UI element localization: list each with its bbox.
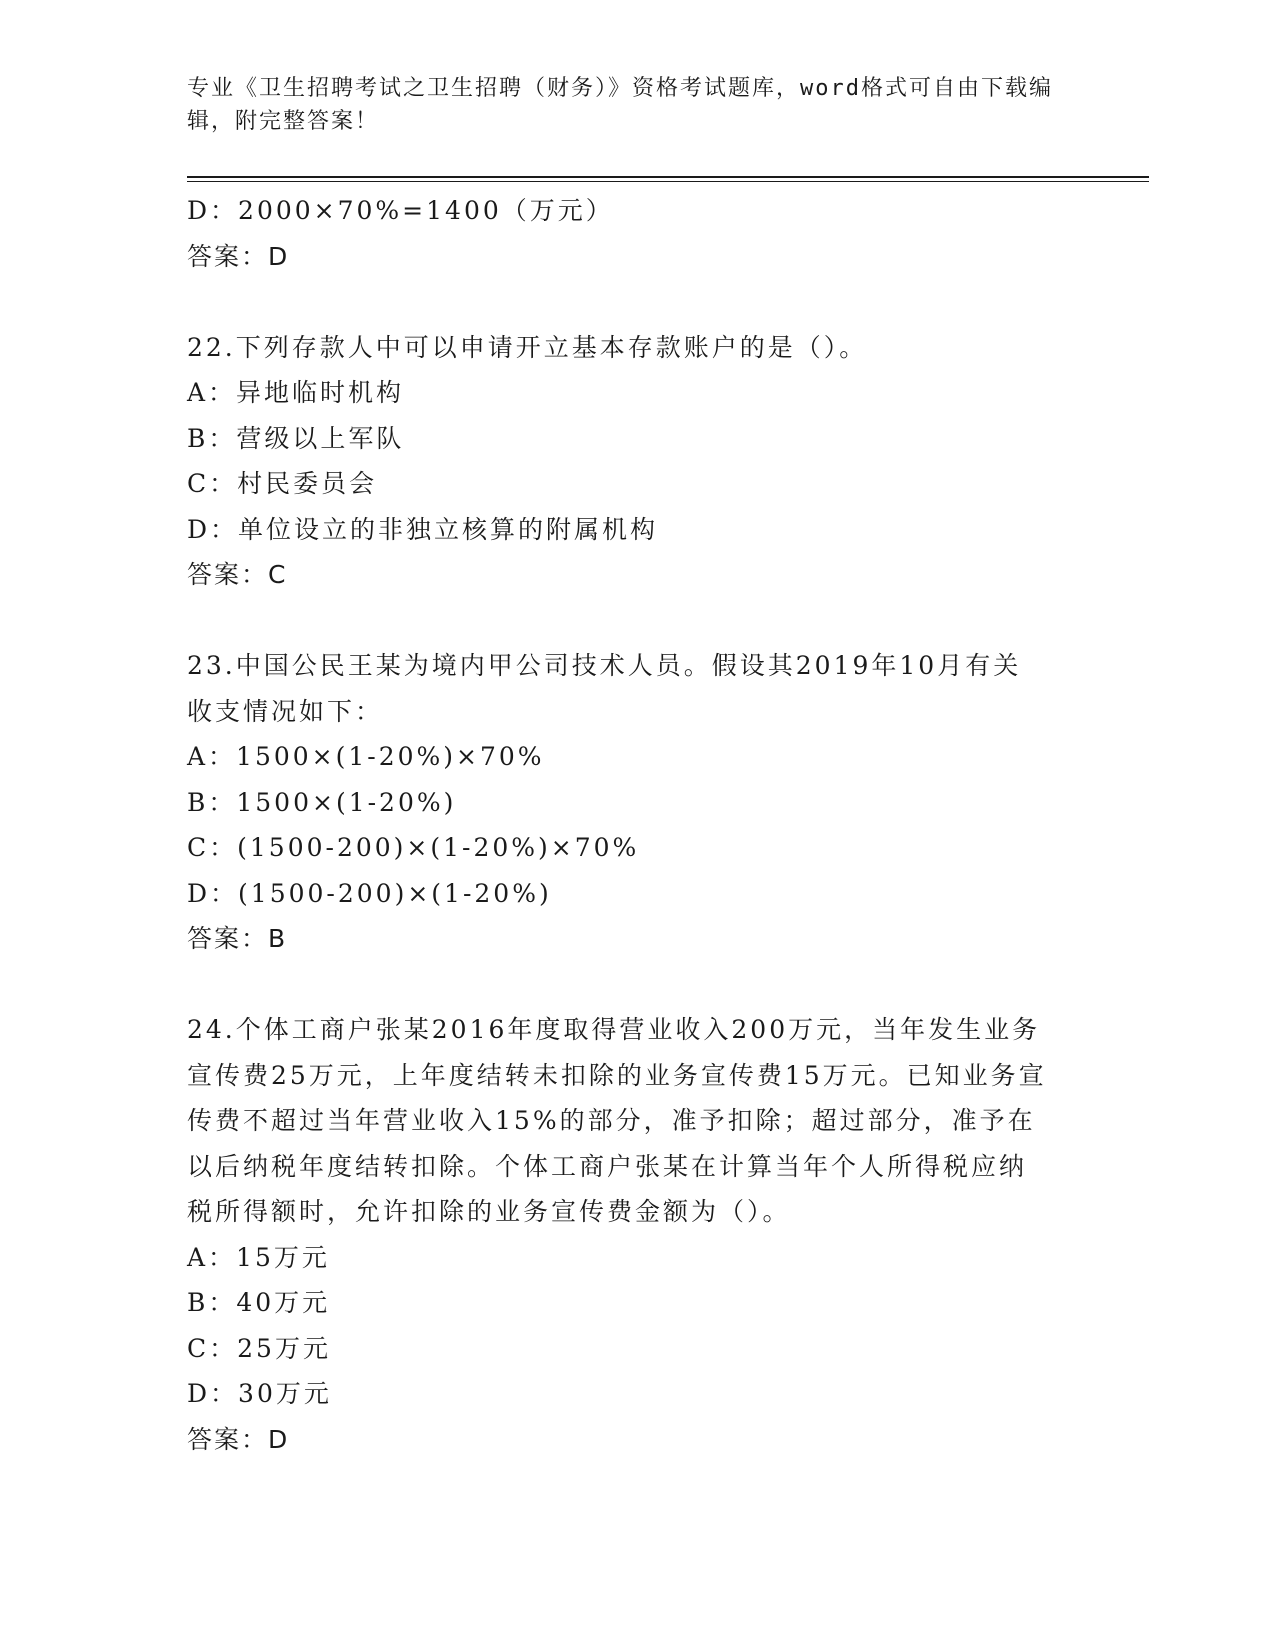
option-d: D：30万元: [187, 1379, 332, 1408]
spacer: [187, 279, 1087, 325]
answer-line: 答案：B: [187, 924, 288, 953]
option-d: D：2000×70%=1400（万元）: [187, 196, 614, 225]
option-d: D：单位设立的非独立核算的附属机构: [187, 514, 659, 544]
option-b: B：1500×(1-20%): [187, 787, 457, 817]
question-stem: 24.个体工商户张某2016年度取得营业收入200万元，当年发生业务宣传费25万元，上年度结转未扣除的业务宣传费15万元。已知业务宣传费不超过当年营业收入15%的部分，准予扣除；超过部分，准予在以后纳税年度结转扣除。个体工商户张某在计算当年个人所得税应纳税所得额时，允许扣除的业务宣传费金额为（）。: [187, 1015, 1047, 1226]
header-divider-thin: [187, 181, 1149, 182]
option-c: C：村民委员会: [187, 469, 378, 498]
question-23: [187, 643, 1087, 962]
answer-line: 答案：D: [187, 1424, 290, 1454]
header-divider-thick: [187, 176, 1149, 178]
question-22: [187, 325, 1087, 598]
answer-line: 答案：C: [187, 560, 288, 589]
option-c: C：25万元: [187, 1333, 331, 1363]
option-c: C：(1500-200)×(1-20%)×70%: [187, 833, 640, 862]
answer-line: 答案：D: [187, 241, 290, 271]
spacer: [187, 962, 1087, 1008]
option-d: D：(1500-200)×(1-20%): [187, 878, 552, 908]
question-24: [187, 1007, 1087, 1462]
option-b: B：40万元: [187, 1288, 331, 1317]
option-b: B：营级以上军队: [187, 423, 405, 453]
question-stem: 23.中国公民王某为境内甲公司技术人员。假设其2019年10月有关收支情况如下：: [187, 651, 1022, 726]
option-a: A：1500×(1-20%)×70%: [187, 742, 545, 771]
question-stem: 22.下列存款人中可以申请开立基本存款账户的是（）。: [187, 332, 868, 362]
option-a: A：15万元: [187, 1242, 330, 1272]
spacer: [187, 598, 1087, 644]
option-a: A：异地临时机构: [187, 378, 405, 407]
question-content: [187, 188, 1087, 1462]
document-header: 专业《卫生招聘考试之卫生招聘（财务）》资格考试题库，word格式可自由下载编辑，附完整答案！: [187, 76, 1053, 134]
